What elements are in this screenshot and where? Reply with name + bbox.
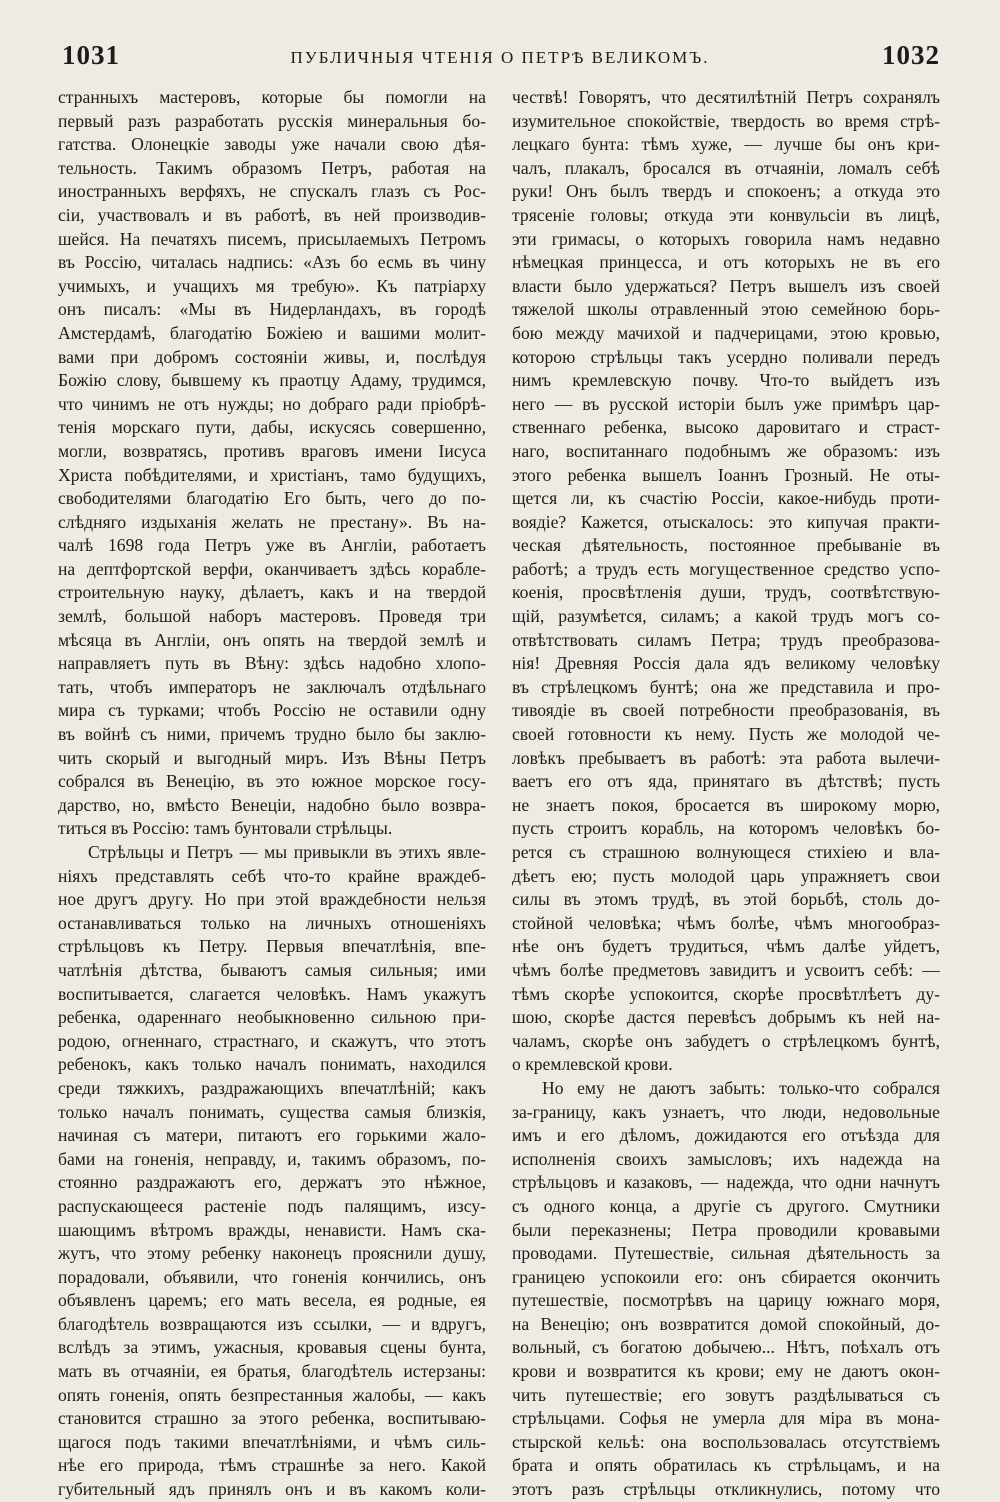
text-line: землѣ, большой наборъ мастеровъ. Проведя три xyxy=(58,606,486,627)
text-line: ваетъ его отъ яда, принятаго въ дѣтствѣ; пусть xyxy=(512,771,940,792)
text-line: ловѣкъ пребываетъ въ работѣ: эта работа вылечи- xyxy=(512,747,940,768)
text-line: Стрѣльцы и Петръ — мы привыкли въ этихъ явле- xyxy=(88,842,486,862)
text-line: шейся. На печатяхъ писемъ, присылаемыхъ Петромъ xyxy=(58,228,486,249)
text-line: дѣетъ ею; пусть молодой царь упражняетъ свои xyxy=(512,865,940,886)
text-line: ребенокъ, какъ только началъ понимать, находился xyxy=(58,1054,486,1075)
text-line: гатства. Олонецкіе заводы уже начали свою дѣя- xyxy=(58,134,486,155)
text-line: изумительное спокойствіе, твердость во время стрѣ- xyxy=(512,110,940,131)
text-line: въ войнѣ съ ними, причемъ трудно было бы заклю- xyxy=(58,724,486,745)
text-line: тать, чтобъ императоръ не заключалъ отдѣльнаго xyxy=(58,676,486,697)
text-line: ное другъ другу. Но при этой враждебности нельзя xyxy=(58,889,486,910)
text-line: брата и опять обратилась къ стрѣльцамъ, и на xyxy=(512,1455,940,1476)
text-line: бою между мачихой и падчерицами, этою кровью, xyxy=(512,322,940,343)
text-line: благодѣтель возвращаются изъ ссылки, — и вдругъ, xyxy=(58,1313,486,1334)
text-line: только началъ понимать, существа самыя близкія, xyxy=(58,1101,486,1122)
right-text-column xyxy=(512,86,940,1502)
text-line: Божію слову, бывшему къ праотцу Адаму, трудимся, xyxy=(58,370,486,391)
text-line: слѣдняго издыханія желать не престану». Въ на- xyxy=(58,511,486,532)
text-line: тельность. Такимъ образомъ Петръ, работая на xyxy=(58,157,486,178)
text-line: чествѣ! Говорятъ, что десятилѣтній Петръ сохранялъ xyxy=(512,87,940,107)
text-line: власти было удержаться? Петръ вышелъ изъ своей xyxy=(512,275,940,296)
text-line: нѣмецкая принцесса, и отъ которыхъ не въ его xyxy=(512,252,940,273)
text-line: сіи, участвовалъ и въ работѣ, въ ней производив- xyxy=(58,204,486,225)
text-line: мѣсяца въ Англіи, онъ опять на твердой землѣ и xyxy=(58,629,486,650)
text-line: шающимъ вѣтромъ вражды, ненависти. Намъ ска- xyxy=(58,1219,486,1240)
text-line: нія! Древняя Россія дала ядъ великому человѣку xyxy=(512,653,940,674)
text-line: въ стрѣлецкомъ бунтѣ; она же представила и про- xyxy=(512,676,940,697)
left-text-column xyxy=(58,86,486,1502)
text-line: щій, разумѣется, силамъ; а какой трудъ могъ со- xyxy=(512,606,940,627)
text-line: стрѣльцовъ къ Петру. Первыя впечатлѣнія, впе- xyxy=(58,936,486,957)
text-line: тяжелой школы отравленный этою семейною борь- xyxy=(512,299,940,320)
text-line: съ одного конца, а другіе съ другого. Смутники xyxy=(512,1195,940,1216)
text-line: порадовали, объявили, что гоненія кончились, онъ xyxy=(58,1266,486,1287)
text-line: титься въ Россію: тамъ бунтовали стрѣльцы. xyxy=(58,818,393,839)
text-line: дарство, но, вмѣсто Венеціи, надобно было возвра- xyxy=(58,794,486,815)
text-line: стрѣльцовъ и казаковъ, — надежда, что одни начнутъ xyxy=(512,1172,940,1193)
text-line: чить скорый и выгодный миръ. Изъ Вѣны Петръ xyxy=(58,747,486,768)
text-line: первый разъ разработать русскія минеральныя бо- xyxy=(58,110,486,131)
text-line: силы въ этомъ трудѣ, въ этой борьбѣ, столь до- xyxy=(512,889,940,910)
text-line: начиная съ матери, питаютъ его горькими жало- xyxy=(58,1125,486,1146)
text-line: строительную науку, дѣлаетъ, какъ и на твердой xyxy=(58,582,486,603)
text-line: чалъ, плакалъ, бросался въ отчаяніи, ломалъ себѣ xyxy=(512,157,940,178)
text-line: пусть строитъ корабль, на которомъ человѣкъ бо- xyxy=(512,818,940,839)
text-line: ребенка, одареннаго необыкновенно сильною при- xyxy=(58,1007,486,1028)
text-line: ческая дѣятельность, постоянное пребываніе въ xyxy=(512,535,940,556)
text-line: мать въ отчаяніи, ея братья, благодѣтель истерзаны: xyxy=(58,1361,486,1382)
text-line: иностранныхъ верфяхъ, не спускалъ глазъ съ Рос- xyxy=(58,181,486,202)
running-title: ПУБЛИЧНЫЯ ЧТЕНІЯ О ПЕТРѢ ВЕЛИКОМЪ. xyxy=(290,48,710,67)
text-line: могли, возвратясь, противъ враговъ имени Іисуса xyxy=(58,440,486,461)
text-line: шою, скорѣе дастся перевѣсъ добрымъ къ ней на- xyxy=(512,1007,940,1028)
text-line: рется съ страшною волнующеся стихіею и вла- xyxy=(512,842,940,862)
text-line: чатлѣнія дѣтства, бываютъ самыя сильныя; ими xyxy=(58,959,486,980)
text-line: чалѣ 1698 года Петръ уже въ Англіи, работаетъ xyxy=(58,535,486,556)
text-line: на Венецію; онъ возвратится домой спокойный, до- xyxy=(512,1313,940,1334)
text-line: собрался въ Венецію, въ это южное морское госу- xyxy=(58,771,486,792)
text-line: воядіе? Кажется, отыскалось: это кипучая практи- xyxy=(512,511,940,532)
text-line: тенія морскаго пути, дабы, искусясь совершенно, xyxy=(58,417,486,438)
page-header xyxy=(0,36,1000,80)
text-line: не знаетъ покоя, бросается въ широкому морю, xyxy=(512,794,940,815)
text-line: Христа побѣдителями, и христіанъ, тамо будущихъ, xyxy=(58,464,486,485)
text-line: были переказнены; Петра проводили кровавыми xyxy=(512,1219,940,1240)
text-line: этого ребенка вышелъ Іоаннъ Грозный. Не оты- xyxy=(512,464,940,485)
text-line: направляетъ путь въ Вѣну: здѣсь надобно хлопо- xyxy=(58,653,486,674)
text-line: имъ и его дѣломъ, дожидаются его отъѣзда для xyxy=(512,1125,940,1146)
text-line: лецкаго бунта: тѣмъ хуже, — лучше бы онъ кри- xyxy=(512,134,940,155)
text-line: странныхъ мастеровъ, которые бы помогли на xyxy=(58,87,486,107)
text-line: нимъ кремлевскую почву. Что-то выйдетъ изъ xyxy=(512,370,940,391)
text-line: тѣмъ скорѣе успокоится, скорѣе просвѣтлѣетъ ду- xyxy=(512,983,940,1004)
text-line: ственнаго ребенка, высоко даровитаго и страст- xyxy=(512,417,940,438)
text-line: онъ писалъ: «Мы въ Нидерландахъ, въ городѣ xyxy=(58,299,486,320)
text-line: отвѣтствовать силамъ Петра; трудъ преобразова- xyxy=(512,629,940,650)
text-line: что чинимъ не отъ нужды; но добраго ради пріобрѣ- xyxy=(58,393,486,414)
text-line: наго, воспитаннаго подобнымъ же образомъ: изъ xyxy=(512,440,940,461)
text-line: проводами. Путешествіе, сильная дѣятельность за xyxy=(512,1243,940,1264)
text-line: въ Россію, читалась надпись: «Азъ бо есмь въ чину xyxy=(58,252,486,273)
text-line: бами на гоненія, неправду, и, такимъ образомъ, по- xyxy=(58,1148,486,1169)
text-line: останавливаться только на личныхъ отношеніяхъ xyxy=(58,912,486,933)
text-line: вами при добромъ состояніи живы, и, послѣдуя xyxy=(58,346,486,367)
text-line: путешествіе, посмотрѣвъ на царицу южнаго моря, xyxy=(512,1290,940,1311)
text-line: среди тяжкихъ, раздражающихъ впечатлѣній; какъ xyxy=(58,1077,486,1098)
text-line: за-границу, какъ узнаетъ, что люди, недовольные xyxy=(512,1101,940,1122)
text-line: жутъ, что этому ребенку наконецъ прояснили душу, xyxy=(58,1243,486,1264)
text-line: воспитывается, слагается человѣкъ. Намъ укажутъ xyxy=(58,983,486,1004)
text-line: стырской кельѣ: она воспользовалась отсутствіемъ xyxy=(512,1431,940,1452)
page-number-right: 1032 xyxy=(882,40,940,70)
text-line: чѣмъ болѣе предметовъ завидитъ и усвоитъ себѣ: — xyxy=(512,959,940,980)
text-line: этотъ разъ стрѣльцы откликнулись, потому что xyxy=(512,1479,940,1500)
text-line: вслѣдъ за этимъ, ужасныя, кровавыя сцены бунта, xyxy=(58,1337,486,1358)
text-line: границею успокоили его: онъ сбирается окончить xyxy=(512,1266,940,1287)
text-line: эти гримасы, о которыхъ говорила намъ недавно xyxy=(512,228,940,249)
text-line: трясеніе головы; откуда эти конвульсіи въ лицѣ, xyxy=(512,204,940,225)
page-number-left: 1031 xyxy=(62,40,120,70)
text-line: чить путешествіе; его зовутъ раздѣлываться съ xyxy=(512,1384,940,1405)
text-line: работѣ; а трудъ есть могущественное средство успо- xyxy=(512,558,940,579)
text-line: щагося подъ такими впечатлѣніями, и чѣмъ силь- xyxy=(58,1431,486,1452)
text-line: стрѣльцами. Софья не умерла для міра въ мона- xyxy=(512,1408,940,1429)
text-line: крови и возвратится къ крови; ему не даютъ окон- xyxy=(512,1361,940,1382)
text-line: на дептфортской верфи, оканчиваетъ здѣсь корабле- xyxy=(58,558,486,579)
text-line: нѣе его природа, тѣмъ страшнѣе за него. Какой xyxy=(58,1455,486,1476)
text-line: мира съ турками; чтобъ Россію не оставили одну xyxy=(58,700,486,721)
text-line: вольный, съ богатою добычею... Нѣтъ, поѣхалъ отъ xyxy=(512,1337,940,1358)
text-line: свободителями благодатію Его быть, чего до по- xyxy=(58,488,486,509)
text-line: стойной человѣка; чѣмъ болѣе, чѣмъ многообраз- xyxy=(512,912,940,933)
text-line: щется ли, къ счастію Россіи, какое-нибудь проти- xyxy=(512,488,940,509)
text-line: своей готовности къ нему. Пусть же молодой че- xyxy=(512,724,940,745)
text-line: о кремлевской крови. xyxy=(512,1054,673,1075)
text-line: губительный ядъ принялъ онъ и въ какомъ коли- xyxy=(58,1479,486,1500)
text-line: ніяхъ представлять себѣ что-то крайне враждеб- xyxy=(58,865,486,886)
text-line: нѣе онъ будетъ трудиться, чѣмъ далѣе уйдетъ, xyxy=(512,936,940,957)
text-line: которою стрѣльцы такъ усердно поливали передъ xyxy=(512,346,940,367)
text-line: руки! Онъ былъ твердъ и спокоенъ; а откуда это xyxy=(512,181,940,202)
text-line: родою, огненнаго, страстнаго, и скажутъ, что этотъ xyxy=(58,1030,486,1051)
text-line: исполненія своихъ замысловъ; ихъ надежда на xyxy=(512,1148,940,1169)
text-line: Но ему не даютъ забыть: только-что собрался xyxy=(542,1077,940,1098)
text-line: распускающееся растеніе подъ палящимъ, изсу- xyxy=(58,1195,486,1216)
text-line: опять гоненія, опять безпрестанныя жалобы, — какъ xyxy=(58,1384,486,1405)
text-line: становится страшно за этого ребенка, воспитываю- xyxy=(58,1408,486,1429)
text-line: стоянно раздражаютъ его, держатъ это нѣжное, xyxy=(58,1172,486,1193)
text-line: тивоядіе въ своей потребности преобразованія, въ xyxy=(512,700,940,721)
text-line: учимыхъ, и учащихъ мя требую». Къ патріарху xyxy=(58,275,486,296)
text-line: него — въ русской исторіи былъ уже примѣръ цар- xyxy=(512,393,940,414)
text-line: коенія, просвѣтленія души, трудъ, соотвѣтствую- xyxy=(512,582,940,603)
text-line: Амстердамѣ, благодатію Божіею и вашими молит- xyxy=(58,322,486,343)
text-line: объявленъ царемъ; его мать весела, ея родные, ея xyxy=(58,1290,486,1311)
text-line: чаламъ, скорѣе онъ забудетъ о стрѣлецкомъ бунтѣ, xyxy=(512,1030,940,1051)
